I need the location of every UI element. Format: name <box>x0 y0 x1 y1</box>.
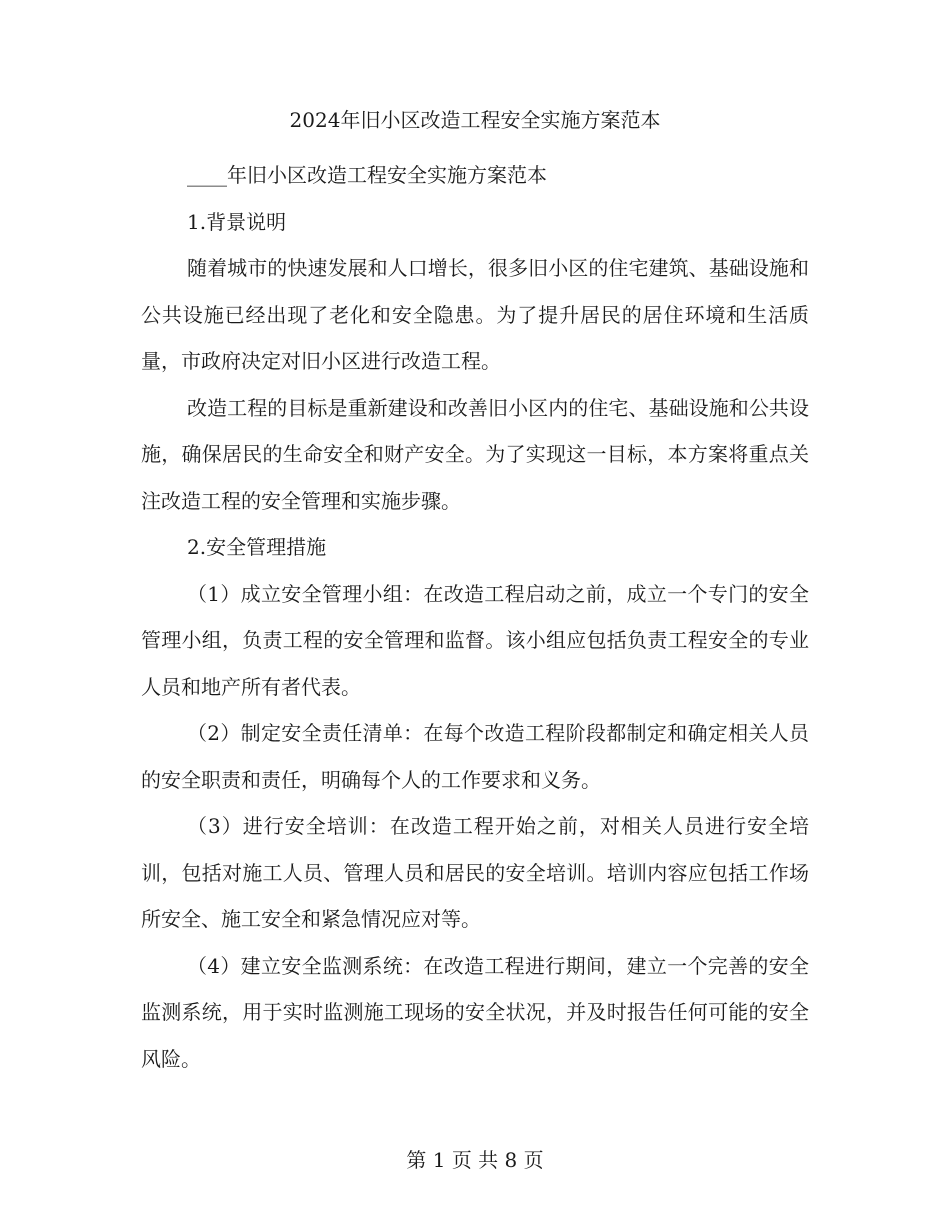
section-heading-safety-measures: 2.安全管理措施 <box>187 535 327 559</box>
list-item: （4）建立安全监测系统：在改造工程进行期间，建立一个完善的安全监测系统，用于实时监测施工现场的安全状况，并及时报告任何可能的安全风险。 <box>141 953 809 1071</box>
list-item: （2）制定安全责任清单：在每个改造工程阶段都制定和确定相关人员的安全职责和责任，明确每个人的工作要求和义务。 <box>141 721 809 792</box>
list-item: （3）进行安全培训：在改造工程开始之前，对相关人员进行安全培训，包括对施工人员、管理人员和居民的安全培训。培训内容应包括工作场所安全、施工安全和紧急情况应对等。 <box>141 814 809 931</box>
section-heading-background: 1.背景说明 <box>187 209 287 234</box>
list-item: （1）成立安全管理小组：在改造工程启动之前，成立一个专门的安全管理小组，负责工程的安全管理和监督。该小组应包括负责工程安全的专业人员和地产所有者代表。 <box>141 581 809 699</box>
document-title: 2024年旧小区改造工程安全实施方案范本 <box>289 108 661 132</box>
paragraph: 随着城市的快速发展和人口增长，很多旧小区的住宅建筑、基础设施和公共设施已经出现了老化和安全隐患。为了提升居民的居住环境和生活质量，市政府决定对旧小区进行改造工程。 <box>141 256 809 373</box>
page-footer: 第 1 页 共 8 页 <box>406 1148 544 1172</box>
paragraph: 改造工程的目标是重新建设和改善旧小区内的住宅、基础设施和公共设施，确保居民的生命安全和财产安全。为了实现这一目标，本方案将重点关注改造工程的安全管理和实施步骤。 <box>141 395 809 513</box>
document-body <box>141 152 809 1082</box>
subtitle-paragraph: ____年旧小区改造工程安全实施方案范本 <box>187 163 547 187</box>
